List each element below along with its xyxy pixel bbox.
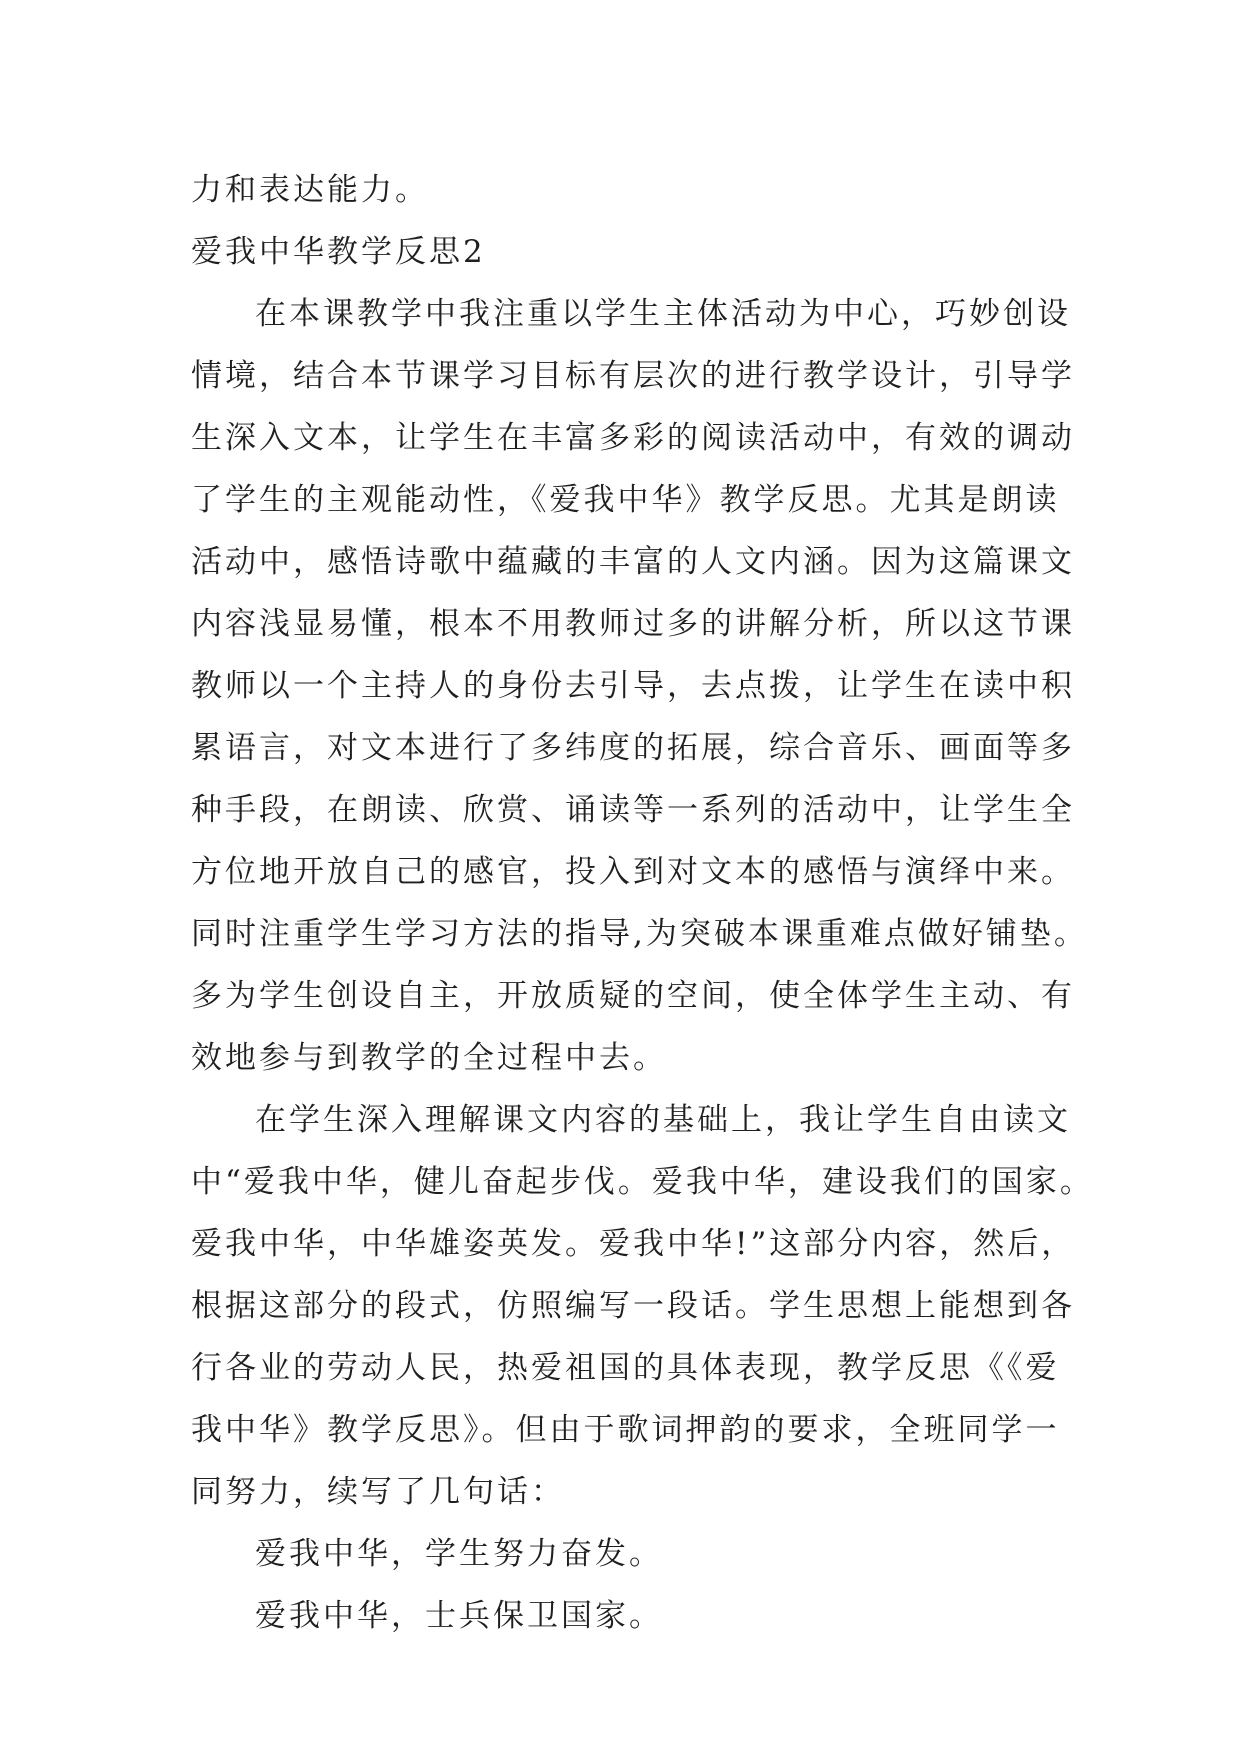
text-line: 中“爱我中华，健儿奋起步伐。爱我中华，建设我们的国家。 [191, 1164, 1094, 1200]
text-line: 力和表达能力。 [191, 172, 429, 208]
section-heading: 爱我中华教学反思2 [191, 234, 486, 270]
text-line: 在本课教学中我注重以学生主体活动为中心，巧妙创设 [255, 296, 1071, 332]
text-line: 生深入文本，让学生在丰富多彩的阅读活动中，有效的调动 [191, 420, 1075, 456]
text-line: 了学生的主观能动性，《爱我中华》教学反思。尤其是朗读 [191, 482, 1060, 518]
text-line: 累语言，对文本进行了多纬度的拓展，综合音乐、画面等多 [191, 730, 1075, 766]
text-line: 同努力，续写了几句话： [191, 1474, 565, 1510]
text-line: 情境，结合本节课学习目标有层次的进行教学设计，引导学 [191, 358, 1075, 394]
text-line: 效地参与到教学的全过程中去。 [191, 1040, 667, 1076]
text-line: 同时注重学生学习方法的指导,为突破本课重难点做好铺垫。 [191, 916, 1088, 952]
verse-line: 爱我中华，士兵保卫国家。 [255, 1598, 663, 1634]
text-line: 根据这部分的段式，仿照编写一段话。学生思想上能想到各 [191, 1288, 1075, 1324]
text-line: 种手段，在朗读、欣赏、诵读等一系列的活动中，让学生全 [191, 792, 1075, 828]
text-line: 内容浅显易懂，根本不用教师过多的讲解分析，所以这节课 [191, 606, 1075, 642]
text-line: 多为学生创设自主，开放质疑的空间，使全体学生主动、有 [191, 978, 1075, 1014]
text-line: 爱我中华，中华雄姿英发。爱我中华!”这部分内容，然后， [191, 1226, 1076, 1262]
text-line: 方位地开放自己的感官，投入到对文本的感悟与演绎中来。 [191, 854, 1075, 890]
text-line: 行各业的劳动人民，热爱祖国的具体表现，教学反思《《爱 [191, 1350, 1060, 1386]
verse-line: 爱我中华，学生努力奋发。 [255, 1536, 663, 1572]
text-line: 教师以一个主持人的身份去引导，去点拨，让学生在读中积 [191, 668, 1075, 704]
text-line: 我中华》教学反思》。但由于歌词押韵的要求，全班同学一 [191, 1412, 1060, 1448]
document-body [191, 159, 1094, 1647]
text-line: 活动中，感悟诗歌中蕴藏的丰富的人文内涵。因为这篇课文 [191, 544, 1075, 580]
text-line: 在学生深入理解课文内容的基础上，我让学生自由读文 [255, 1102, 1071, 1138]
